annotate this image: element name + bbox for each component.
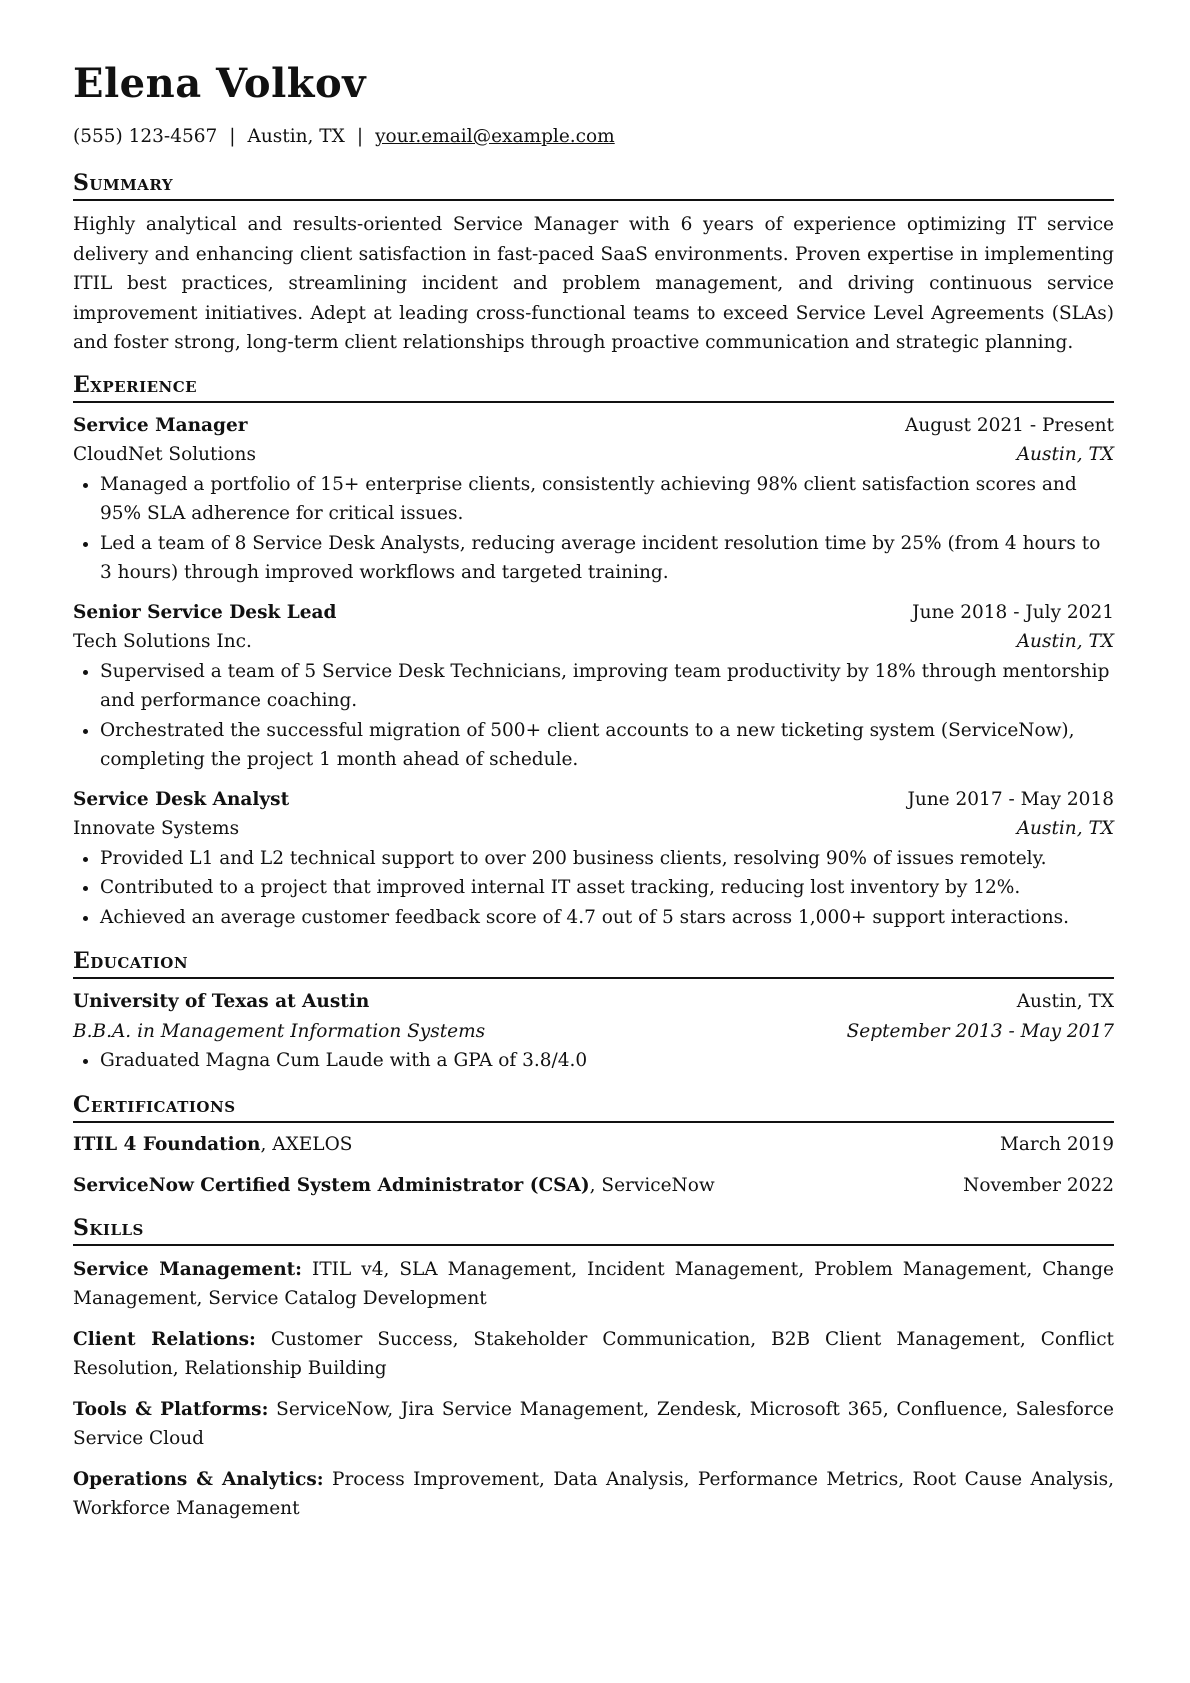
job-entry <box>73 411 1114 588</box>
education-entry <box>73 987 1114 1076</box>
education-bullets <box>73 1046 1114 1076</box>
job-title: Senior Service Desk Lead <box>73 601 337 623</box>
candidate-name: Elena Volkov <box>73 60 366 107</box>
phone-number: (555) 123-4567 <box>73 126 218 147</box>
skill-group <box>73 1325 1114 1384</box>
contact-line <box>73 124 1114 150</box>
job-dates: June 2018 - July 2021 <box>912 601 1114 623</box>
certification-name: ITIL 4 Foundation <box>73 1133 261 1155</box>
bullet-item: • Provided L1 and L2 technical support to over 200 business clients, resolving 90% of issues remotely. <box>100 844 1114 874</box>
job-dates: June 2017 - May 2018 <box>907 788 1114 810</box>
school-name: University of Texas at Austin <box>73 991 370 1012</box>
company-name: CloudNet Solutions <box>73 444 256 465</box>
experience-heading: Experience <box>73 370 1114 403</box>
job-entry <box>73 598 1114 775</box>
education-heading: Education <box>73 946 1114 979</box>
job-location: Austin, TX <box>1016 444 1114 465</box>
skill-group-items: ITIL v4, SLA Management, Incident Management, Problem Management, Change Management, Service Catalog Development <box>73 1258 1114 1309</box>
company-name: Innovate Systems <box>73 818 240 839</box>
degree: B.B.A. in Management Information Systems <box>73 1020 486 1042</box>
bullet-item: • Supervised a team of 5 Service Desk Technicians, improving team productivity by 18% through mentorship and performance coaching. <box>100 657 1114 716</box>
bullet-item: • Orchestrated the successful migration of 500+ client accounts to a new ticketing system (ServiceNow), completing the project 1 month ahead of schedule. <box>100 716 1114 775</box>
certification-name: ServiceNow Certified System Administrator (CSA) <box>73 1175 590 1196</box>
skill-group <box>73 1255 1114 1314</box>
contact-separator: | <box>229 126 236 147</box>
skill-group-label: Service Management: <box>73 1258 303 1280</box>
certifications-heading: Certifications <box>73 1090 1114 1123</box>
job-location: Austin, TX <box>1016 631 1114 652</box>
job-title: Service Desk Analyst <box>73 788 290 810</box>
skill-group-label: Client Relations: <box>73 1328 256 1350</box>
bullet-item: • Achieved an average customer feedback score of 4.7 out of 5 stars across 1,000+ support interactions. <box>100 903 1114 933</box>
certification-issuer: , ServiceNow <box>589 1175 715 1196</box>
job-location: Austin, TX <box>1016 818 1114 839</box>
school-location: Austin, TX <box>1016 991 1114 1012</box>
skill-group <box>73 1465 1114 1524</box>
summary-text: Highly analytical and results-oriented Service Manager with 6 years of experience optimizing IT service delivery and enhancing client satisfaction in fast-paced SaaS environments. Proven expertise in implementing ITIL best practices, streamlining incident and problem management, and driving continuous service improvement initiatives. Adept at leading cross-functional teams to exceed Service Level Agreements (SLAs) and foster strong, long-term client relationships through proactive communication and strategic planning. <box>73 214 1114 353</box>
job-title: Service Manager <box>73 414 248 436</box>
skill-group <box>73 1395 1114 1454</box>
bullet-item: • Managed a portfolio of 15+ enterprise clients, consistently achieving 98% client satisfaction scores and 95% SLA adherence for critical issues. <box>100 470 1114 529</box>
job-entry <box>73 785 1114 933</box>
job-bullets <box>73 844 1114 933</box>
certification-date: March 2019 <box>999 1133 1114 1155</box>
job-bullets <box>73 470 1114 588</box>
summary-heading: Summary <box>73 168 1114 201</box>
skill-group-items: Customer Success, Stakeholder Communication, B2B Client Management, Conflict Resolution, Relationship Building <box>73 1328 1114 1379</box>
certification-issuer: , AXELOS <box>260 1133 353 1155</box>
job-dates: August 2021 - Present <box>905 414 1114 436</box>
skill-group-items: Process Improvement, Data Analysis, Performance Metrics, Root Cause Analysis, Workforce Management <box>73 1468 1114 1519</box>
bullet-item: • Led a team of 8 Service Desk Analysts, reducing average incident resolution time by 25% (from 4 hours to 3 hours) through improved workflows and targeted training. <box>100 529 1114 588</box>
skills-heading: Skills <box>73 1213 1114 1246</box>
bullet-item: • Contributed to a project that improved internal IT asset tracking, reducing lost inventory by 12%. <box>100 873 1114 903</box>
skill-group-label: Tools & Platforms: <box>73 1398 269 1420</box>
contact-separator: | <box>356 126 364 147</box>
bullet-item: • Graduated Magna Cum Laude with a GPA of 3.8/4.0 <box>100 1046 1114 1076</box>
job-bullets <box>73 657 1114 775</box>
certification-item <box>73 1130 1114 1160</box>
location: Austin, TX <box>247 126 345 147</box>
skill-group-items: ServiceNow, Jira Service Management, Zendesk, Microsoft 365, Confluence, Salesforce Service Cloud <box>73 1398 1114 1449</box>
certification-item <box>73 1171 1114 1201</box>
email-link[interactable]: your.email@example.com <box>375 126 615 147</box>
certification-date: November 2022 <box>963 1175 1114 1196</box>
skill-group-label: Operations & Analytics: <box>73 1468 324 1490</box>
company-name: Tech Solutions Inc. <box>73 631 252 652</box>
education-dates: September 2013 - May 2017 <box>846 1020 1114 1042</box>
